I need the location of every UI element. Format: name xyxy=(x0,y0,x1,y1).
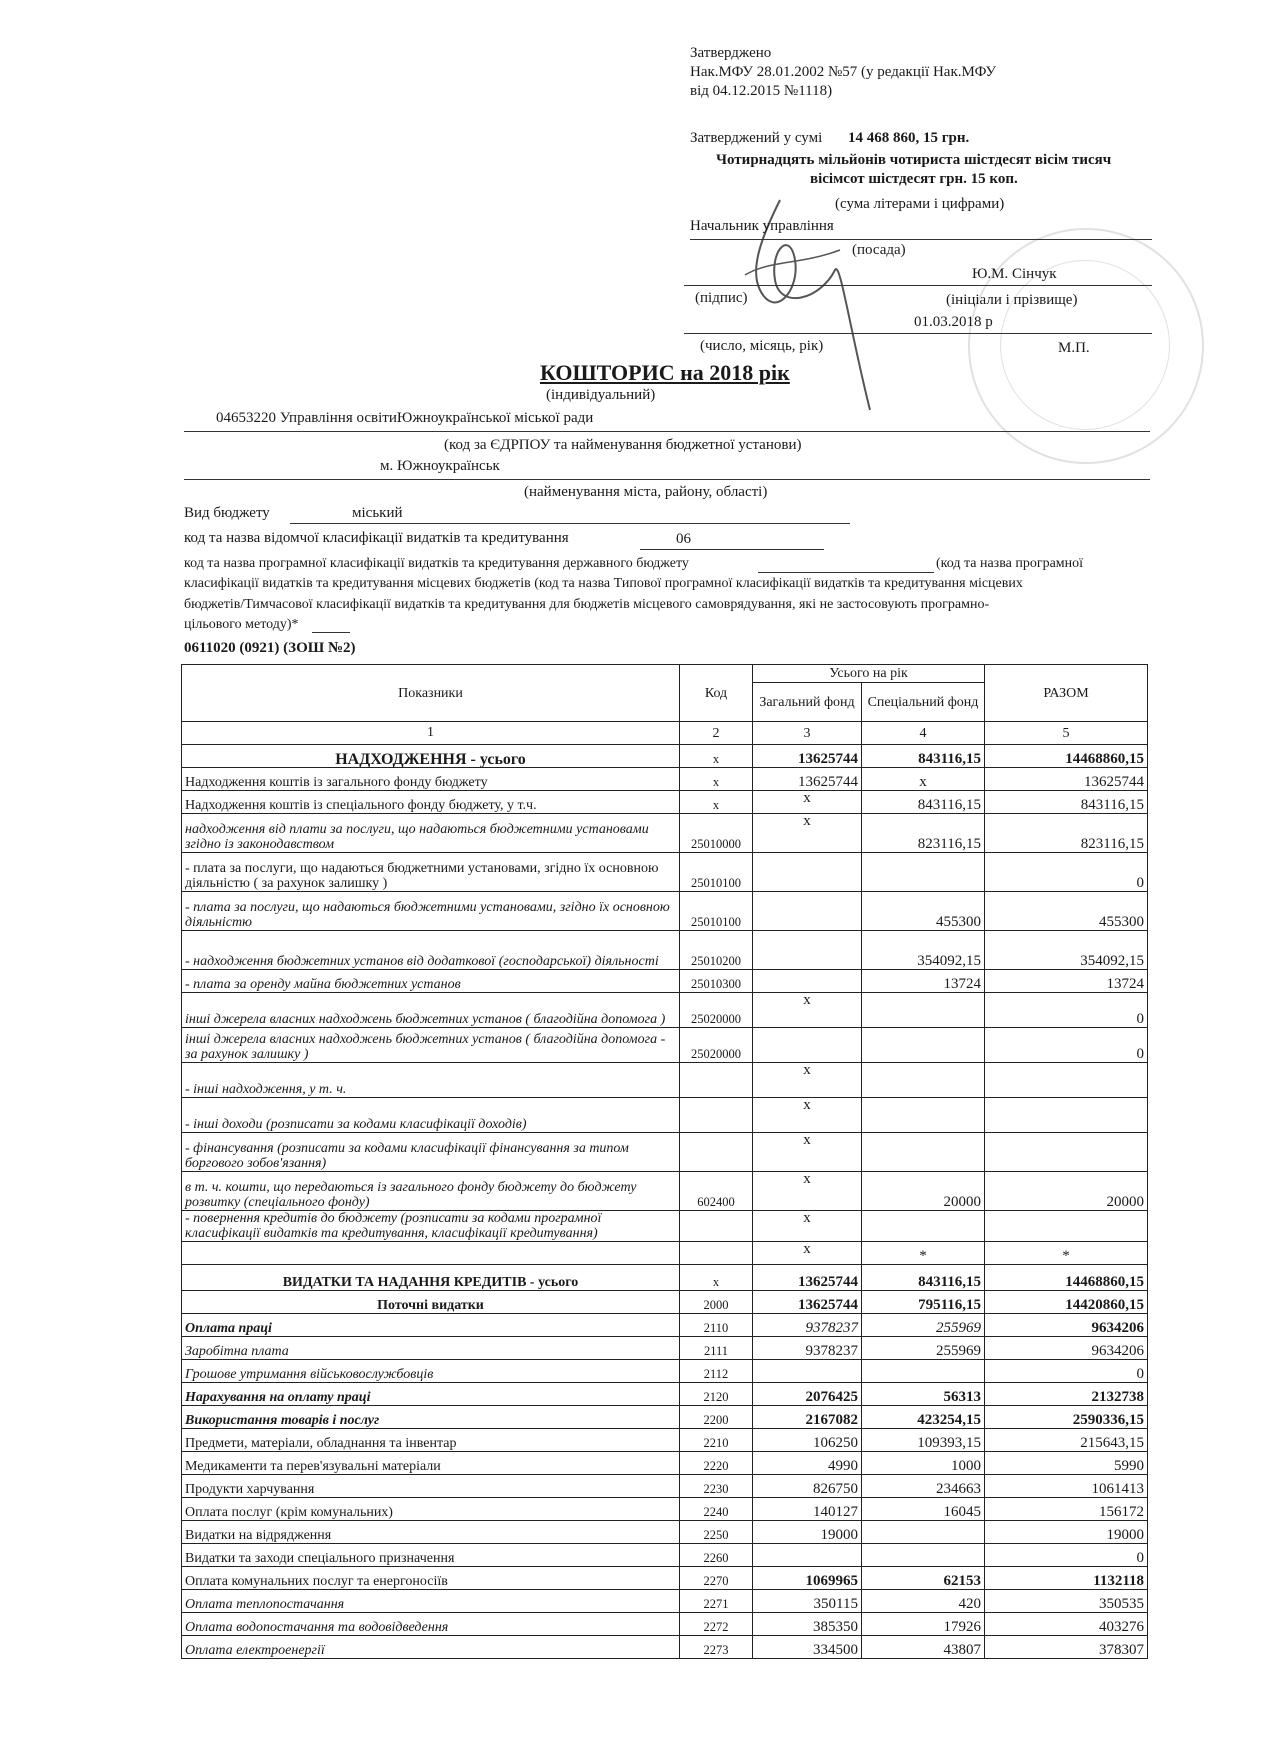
row-code: 25010100 xyxy=(680,892,753,931)
table-row xyxy=(182,1636,1148,1659)
row-special-fund xyxy=(862,1133,985,1172)
row-total: 156172 xyxy=(985,1498,1148,1521)
row-label: Надходження коштів із спеціального фонду бюджету, у т.ч. xyxy=(182,791,680,814)
table-row xyxy=(182,791,1148,814)
budget-type-underline xyxy=(290,523,850,524)
budget-type-label: Вид бюджету xyxy=(184,505,270,521)
row-total: * xyxy=(985,1242,1148,1265)
row-general-fund: х xyxy=(753,1172,862,1211)
signature-caption: (підпис) xyxy=(695,290,748,306)
row-general-fund: х xyxy=(753,791,862,814)
row-special-fund: 455300 xyxy=(862,892,985,931)
table-row xyxy=(182,931,1148,970)
row-label: - надходження бюджетних установ від додаткової (господарської) діяльності xyxy=(182,931,680,970)
row-general-fund: х xyxy=(753,1133,862,1172)
row-code: 2210 xyxy=(680,1429,753,1452)
row-general-fund: 4990 xyxy=(753,1452,862,1475)
budget-type-value: міський xyxy=(352,505,403,521)
row-code xyxy=(680,1133,753,1172)
row-general-fund: 350115 xyxy=(753,1590,862,1613)
row-special-fund: 13724 xyxy=(862,970,985,993)
header-num-5: 5 xyxy=(985,722,1148,745)
table-row xyxy=(182,1133,1148,1172)
position-underline xyxy=(690,239,1152,240)
header-num-1: 1 xyxy=(182,722,680,745)
table-row xyxy=(182,853,1148,892)
row-general-fund: 385350 xyxy=(753,1613,862,1636)
row-label: Оплата теплопостачання xyxy=(182,1590,680,1613)
table-row xyxy=(182,1242,1148,1265)
row-special-fund xyxy=(862,1028,985,1063)
row-code: 25020000 xyxy=(680,993,753,1028)
row-special-fund: 795116,15 xyxy=(862,1291,985,1314)
row-special-fund: 109393,15 xyxy=(862,1429,985,1452)
row-code: 602400 xyxy=(680,1172,753,1211)
row-total: 1132118 xyxy=(985,1567,1148,1590)
table-row xyxy=(182,1211,1148,1242)
program-text-4-underline xyxy=(312,632,350,633)
row-general-fund xyxy=(753,970,862,993)
document-subtitle: (індивідуальний) xyxy=(546,387,656,403)
program-underline xyxy=(758,572,934,573)
row-label: Нарахування на оплату праці xyxy=(182,1383,680,1406)
table-row xyxy=(182,1265,1148,1291)
table-row xyxy=(182,1383,1148,1406)
row-label: - фінансування (розписати за кодами класифікації фінансування за типом боргового зобов'язання) xyxy=(182,1133,680,1172)
row-total: 378307 xyxy=(985,1636,1148,1659)
approved-sum-value: 14 468 860, 15 грн. xyxy=(848,130,970,146)
row-label: Видатки на відрядження xyxy=(182,1521,680,1544)
row-special-fund xyxy=(862,993,985,1028)
row-total: 1061413 xyxy=(985,1475,1148,1498)
row-general-fund: 9378237 xyxy=(753,1314,862,1337)
table-row xyxy=(182,1337,1148,1360)
institution-caption: (код за ЄДРПОУ та найменування бюджетної установи) xyxy=(444,437,802,453)
approved-sum-label: Затверджений у сумі xyxy=(690,130,823,146)
row-label: - інші доходи (розписати за кодами класифікації доходів) xyxy=(182,1098,680,1133)
approval-line1: Затверджено xyxy=(690,45,772,61)
program-text-3: бюджетів/Тимчасової класифікації видатків та кредитування для бюджетів місцевого самоврядування, які не застосовують програмно- xyxy=(184,597,990,612)
row-general-fund: 13625744 xyxy=(753,768,862,791)
table-row xyxy=(182,745,1148,768)
estimate-table xyxy=(181,664,1148,1659)
row-code xyxy=(680,1098,753,1133)
table-row xyxy=(182,1429,1148,1452)
row-label: в т. ч. кошти, що передаються із загального фонду бюджету до бюджету розвитку (спеціального фонду) xyxy=(182,1172,680,1211)
row-label: Поточні видатки xyxy=(182,1291,680,1314)
row-total: 0 xyxy=(985,1544,1148,1567)
row-label: Предмети, матеріали, обладнання та інвентар xyxy=(182,1429,680,1452)
table-row xyxy=(182,892,1148,931)
dept-code-underline xyxy=(640,549,824,550)
row-label: інші джерела власних надходжень бюджетних установ ( благодійна допомога ) xyxy=(182,993,680,1028)
table-row xyxy=(182,1452,1148,1475)
row-code: 2220 xyxy=(680,1452,753,1475)
program-code: 0611020 (0921) (ЗОШ №2) xyxy=(184,640,356,656)
row-code: 2111 xyxy=(680,1337,753,1360)
row-code: х xyxy=(680,745,753,768)
row-total: 455300 xyxy=(985,892,1148,931)
row-special-fund: 234663 xyxy=(862,1475,985,1498)
table-row xyxy=(182,768,1148,791)
row-total: 2132738 xyxy=(985,1383,1148,1406)
header-num-3: 3 xyxy=(753,722,862,745)
row-general-fund: х xyxy=(753,1063,862,1098)
row-special-fund: 423254,15 xyxy=(862,1406,985,1429)
row-total: 354092,15 xyxy=(985,931,1148,970)
row-special-fund: * xyxy=(862,1242,985,1265)
row-general-fund xyxy=(753,1544,862,1567)
row-total: 9634206 xyxy=(985,1314,1148,1337)
table-row xyxy=(182,1291,1148,1314)
row-label: - інші надходження, у т. ч. xyxy=(182,1063,680,1098)
row-special-fund: 20000 xyxy=(862,1172,985,1211)
approved-sum-words-1: Чотирнадцять мільйонів чотириста шістдесят вісім тисяч xyxy=(716,152,1112,168)
row-general-fund: х xyxy=(753,1242,862,1265)
row-total xyxy=(985,1098,1148,1133)
row-code: х xyxy=(680,768,753,791)
row-general-fund: 9378237 xyxy=(753,1337,862,1360)
row-total: 350535 xyxy=(985,1590,1148,1613)
row-label: Видатки та заходи спеціального призначення xyxy=(182,1544,680,1567)
table-row xyxy=(182,1172,1148,1211)
row-label: Оплата комунальних послуг та енергоносіїв xyxy=(182,1567,680,1590)
header-year-total: Усього на рік xyxy=(753,665,985,683)
row-special-fund: 17926 xyxy=(862,1613,985,1636)
row-special-fund xyxy=(862,1360,985,1383)
row-general-fund: 2076425 xyxy=(753,1383,862,1406)
row-total: 14420860,15 xyxy=(985,1291,1148,1314)
institution-name: 04653220 Управління освітиЮжноукраїнської міської ради xyxy=(216,410,594,426)
row-special-fund xyxy=(862,1544,985,1567)
document-title: КОШТОРИС на 2018 рік xyxy=(540,360,790,385)
row-general-fund: 2167082 xyxy=(753,1406,862,1429)
table-row xyxy=(182,1567,1148,1590)
row-special-fund xyxy=(862,853,985,892)
row-total: 843116,15 xyxy=(985,791,1148,814)
row-label: Оплата електроенергії xyxy=(182,1636,680,1659)
approval-block xyxy=(690,44,996,101)
table-row xyxy=(182,1521,1148,1544)
name-caption: (ініціали і прізвище) xyxy=(946,292,1078,308)
row-general-fund xyxy=(753,1028,862,1063)
position-caption: (посада) xyxy=(852,242,906,258)
row-code: 25010000 xyxy=(680,814,753,853)
row-general-fund: х xyxy=(753,1098,862,1133)
table-row xyxy=(182,1544,1148,1567)
program-text-2: класифікації видатків та кредитування місцевих бюджетів (код та назва Типової програмної класифікації видатків та кредитування місцевих xyxy=(184,576,1023,591)
row-general-fund: х xyxy=(753,1211,862,1242)
row-total: 403276 xyxy=(985,1613,1148,1636)
approval-line3: від 04.12.2015 №1118) xyxy=(690,83,833,99)
row-code: 2260 xyxy=(680,1544,753,1567)
row-label xyxy=(182,1242,680,1265)
row-general-fund: 13625744 xyxy=(753,745,862,768)
seal-label: М.П. xyxy=(1058,340,1090,356)
table-row xyxy=(182,1314,1148,1337)
row-special-fund: 843116,15 xyxy=(862,1265,985,1291)
row-total xyxy=(985,1133,1148,1172)
institution-underline xyxy=(184,431,1150,432)
row-general-fund: 140127 xyxy=(753,1498,862,1521)
row-special-fund: 62153 xyxy=(862,1567,985,1590)
row-label: Оплата водопостачання та водовідведення xyxy=(182,1613,680,1636)
row-label: Заробітна плата xyxy=(182,1337,680,1360)
name-underline xyxy=(684,285,1152,286)
row-total: 2590336,15 xyxy=(985,1406,1148,1429)
table-row xyxy=(182,1063,1148,1098)
row-total: 13625744 xyxy=(985,768,1148,791)
row-total: 19000 xyxy=(985,1521,1148,1544)
row-code: х xyxy=(680,791,753,814)
row-code: 2250 xyxy=(680,1521,753,1544)
approved-sum-words-2: вісімсот шістдесят грн. 15 коп. xyxy=(810,171,1018,187)
row-general-fund: 106250 xyxy=(753,1429,862,1452)
row-label: Грошове утримання військовослужбовців xyxy=(182,1360,680,1383)
row-general-fund: 334500 xyxy=(753,1636,862,1659)
header-indicators: Показники xyxy=(182,665,680,722)
row-label: Продукти харчування xyxy=(182,1475,680,1498)
row-general-fund: 13625744 xyxy=(753,1265,862,1291)
row-total xyxy=(985,1211,1148,1242)
city-name: м. Южноукраїнськ xyxy=(380,458,500,474)
table-row xyxy=(182,1360,1148,1383)
table-row xyxy=(182,814,1148,853)
row-code: 2273 xyxy=(680,1636,753,1659)
row-code: 25010100 xyxy=(680,853,753,892)
header-num-4: 4 xyxy=(862,722,985,745)
row-general-fund: 1069965 xyxy=(753,1567,862,1590)
approver-name: Ю.М. Сінчук xyxy=(972,266,1057,282)
row-label: Оплата послуг (крім комунальних) xyxy=(182,1498,680,1521)
approved-sum-caption: (сума літерами і цифрами) xyxy=(835,196,1005,212)
row-total: 823116,15 xyxy=(985,814,1148,853)
row-special-fund: 16045 xyxy=(862,1498,985,1521)
approval-date: 01.03.2018 р xyxy=(914,314,993,330)
row-special-fund xyxy=(862,1521,985,1544)
program-text-1: код та назва програмної класифікації видатків та кредитування державного бюджету xyxy=(184,556,689,571)
row-label: ВИДАТКИ ТА НАДАННЯ КРЕДИТІВ - усього xyxy=(182,1265,680,1291)
approval-line2: Нак.МФУ 28.01.2002 №57 (у редакції Нак.МФУ xyxy=(690,64,996,80)
row-code: 2230 xyxy=(680,1475,753,1498)
row-code: 2272 xyxy=(680,1613,753,1636)
row-total: 13724 xyxy=(985,970,1148,993)
header-code: Код xyxy=(680,665,753,722)
city-underline xyxy=(184,479,1150,480)
row-special-fund: 56313 xyxy=(862,1383,985,1406)
row-special-fund: 354092,15 xyxy=(862,931,985,970)
table-row xyxy=(182,970,1148,993)
row-special-fund: 255969 xyxy=(862,1337,985,1360)
row-special-fund: 1000 xyxy=(862,1452,985,1475)
row-general-fund: 13625744 xyxy=(753,1291,862,1314)
row-label: - плата за послуги, що надаються бюджетними установами, згідно їх основною діяльністю ( за рахунок залишку ) xyxy=(182,853,680,892)
row-code: 2200 xyxy=(680,1406,753,1429)
approver-position: Начальник управління xyxy=(690,218,834,234)
date-caption: (число, місяць, рік) xyxy=(700,338,824,354)
header-general-fund: Загальний фонд xyxy=(753,683,862,722)
row-label: - повернення кредитів до бюджету (розписати за кодами програмної класифікації видатків та кредитування, класифікації кредитування) xyxy=(182,1211,680,1242)
row-total: 5990 xyxy=(985,1452,1148,1475)
row-total xyxy=(985,1063,1148,1098)
row-code: 25020000 xyxy=(680,1028,753,1063)
city-caption: (найменування міста, району, області) xyxy=(524,484,768,500)
row-general-fund xyxy=(753,853,862,892)
row-total: 9634206 xyxy=(985,1337,1148,1360)
row-label: - плата за послуги, що надаються бюджетними установами, згідно їх основною діяльністю xyxy=(182,892,680,931)
row-total: 0 xyxy=(985,1360,1148,1383)
table-row xyxy=(182,1498,1148,1521)
row-code xyxy=(680,1063,753,1098)
row-special-fund: 823116,15 xyxy=(862,814,985,853)
row-label: Надходження коштів із загального фонду бюджету xyxy=(182,768,680,791)
row-code: х xyxy=(680,1265,753,1291)
row-code: 2271 xyxy=(680,1590,753,1613)
dept-code-label: код та назва відомчої класифікації видатків та кредитування xyxy=(184,530,569,546)
row-special-fund: 843116,15 xyxy=(862,791,985,814)
table-row xyxy=(182,1613,1148,1636)
row-general-fund: 19000 xyxy=(753,1521,862,1544)
table-row xyxy=(182,1098,1148,1133)
table-row xyxy=(182,1475,1148,1498)
row-general-fund: 826750 xyxy=(753,1475,862,1498)
row-code: 25010200 xyxy=(680,931,753,970)
row-special-fund: 255969 xyxy=(862,1314,985,1337)
row-total: 14468860,15 xyxy=(985,745,1148,768)
row-code: 2120 xyxy=(680,1383,753,1406)
table-row xyxy=(182,1406,1148,1429)
table-row xyxy=(182,1028,1148,1063)
row-general-fund xyxy=(753,931,862,970)
row-total: 0 xyxy=(985,993,1148,1028)
row-code xyxy=(680,1211,753,1242)
row-total: 0 xyxy=(985,853,1148,892)
row-special-fund xyxy=(862,1063,985,1098)
row-label: НАДХОДЖЕННЯ - усього xyxy=(182,745,680,768)
row-total: 14468860,15 xyxy=(985,1265,1148,1291)
row-special-fund xyxy=(862,1211,985,1242)
row-special-fund: 43807 xyxy=(862,1636,985,1659)
row-code: 2112 xyxy=(680,1360,753,1383)
date-underline xyxy=(684,333,1152,334)
row-label: інші джерела власних надходжень бюджетних установ ( благодійна допомога - за рахунок залишку ) xyxy=(182,1028,680,1063)
dept-code-value: 06 xyxy=(676,531,691,547)
header-special-fund: Спеціальний фонд xyxy=(862,683,985,722)
row-general-fund xyxy=(753,892,862,931)
row-label: - плата за оренду майна бюджетних установ xyxy=(182,970,680,993)
row-label: Медикаменти та перев'язувальні матеріали xyxy=(182,1452,680,1475)
row-total: 215643,15 xyxy=(985,1429,1148,1452)
row-label: Використання товарів і послуг xyxy=(182,1406,680,1429)
row-label: надходження від плати за послуги, що надаються бюджетними установами згідно із законодавством xyxy=(182,814,680,853)
row-code xyxy=(680,1242,753,1265)
row-general-fund: х xyxy=(753,814,862,853)
program-text-1b: (код та назва програмної xyxy=(936,556,1084,571)
row-code: 2000 xyxy=(680,1291,753,1314)
header-total: РАЗОМ xyxy=(985,665,1148,722)
row-special-fund xyxy=(862,1098,985,1133)
row-total: 20000 xyxy=(985,1172,1148,1211)
row-code: 2110 xyxy=(680,1314,753,1337)
row-general-fund: х xyxy=(753,993,862,1028)
row-code: 2270 xyxy=(680,1567,753,1590)
row-code: 25010300 xyxy=(680,970,753,993)
row-general-fund xyxy=(753,1360,862,1383)
row-label: Оплата праці xyxy=(182,1314,680,1337)
table-row xyxy=(182,1590,1148,1613)
program-text-4: цільового методу)* xyxy=(184,617,299,632)
row-special-fund: 843116,15 xyxy=(862,745,985,768)
table-row xyxy=(182,993,1148,1028)
row-code: 2240 xyxy=(680,1498,753,1521)
header-num-2: 2 xyxy=(680,722,753,745)
row-special-fund: 420 xyxy=(862,1590,985,1613)
row-special-fund: х xyxy=(862,768,985,791)
row-total: 0 xyxy=(985,1028,1148,1063)
